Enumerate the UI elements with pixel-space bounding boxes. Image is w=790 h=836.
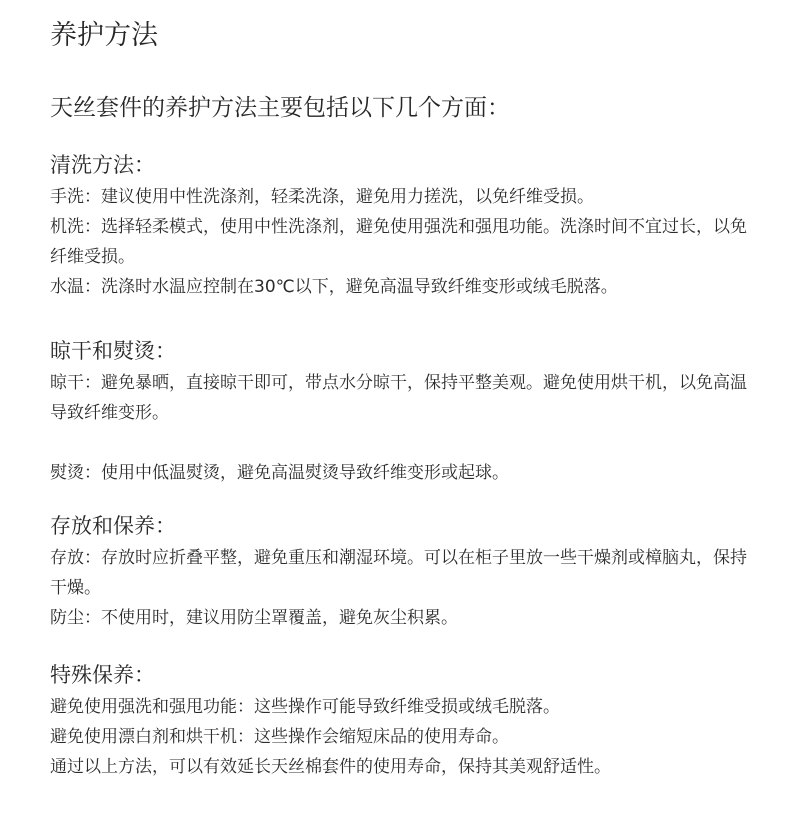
- paragraph-avoid-bleach-dryer: 避免使用漂白剂和烘干机：这些操作会缩短床品的使用寿命。: [50, 727, 509, 747]
- section-drying-ironing: [50, 336, 750, 488]
- paragraph-ironing: 熨烫：使用中低温熨烫，避免高温熨烫导致纤维变形或起球。: [50, 463, 509, 483]
- page-title: 养护方法: [50, 20, 158, 51]
- paragraph-water-temperature: 水温：洗涤时水温应控制在30℃以下，避免高温导致纤维变形或绒毛脱落。: [50, 277, 618, 297]
- paragraph-storage: 存放：存放时应折叠平整，避免重压和潮湿环境。可以在柜子里放一些干燥剂或樟脑丸，保持干燥。: [50, 548, 747, 598]
- section-heading-drying-ironing: 晾干和熨烫：: [50, 339, 176, 363]
- paragraph-conclusion: 通过以上方法，可以有效延长天丝棉套件的使用寿命，保持其美观舒适性。: [50, 757, 611, 777]
- section-storage: [50, 511, 750, 633]
- section-heading-special-care: 特殊保养：: [50, 663, 155, 687]
- paragraph-dust-protection: 防尘：不使用时，建议用防尘罩覆盖，避免灰尘积累。: [50, 608, 458, 628]
- paragraph-drying: 晾干：避免暴晒，直接晾干即可，带点水分晾干，保持平整美观。避免使用烘干机，以免高温导致纤维变形。: [50, 373, 747, 423]
- paragraph-avoid-strong-wash: 避免使用强洗和强甩功能：这些操作可能导致纤维受损或绒毛脱落。: [50, 697, 560, 717]
- paragraph-hand-wash: 手洗：建议使用中性洗涤剂，轻柔洗涤，避免用力搓洗，以免纤维受损。: [50, 187, 594, 207]
- section-heading-storage: 存放和保养：: [50, 514, 176, 538]
- paragraph-machine-wash: 机洗：选择轻柔模式，使用中性洗涤剂，避免使用强洗和强甩功能。洗涤时间不宜过长，以免纤维受损。: [50, 217, 747, 267]
- section-special-care: [50, 660, 750, 782]
- intro-text: 天丝套件的养护方法主要包括以下几个方面：: [50, 95, 510, 121]
- section-washing: [50, 150, 750, 302]
- section-heading-washing: 清洗方法：: [50, 153, 155, 177]
